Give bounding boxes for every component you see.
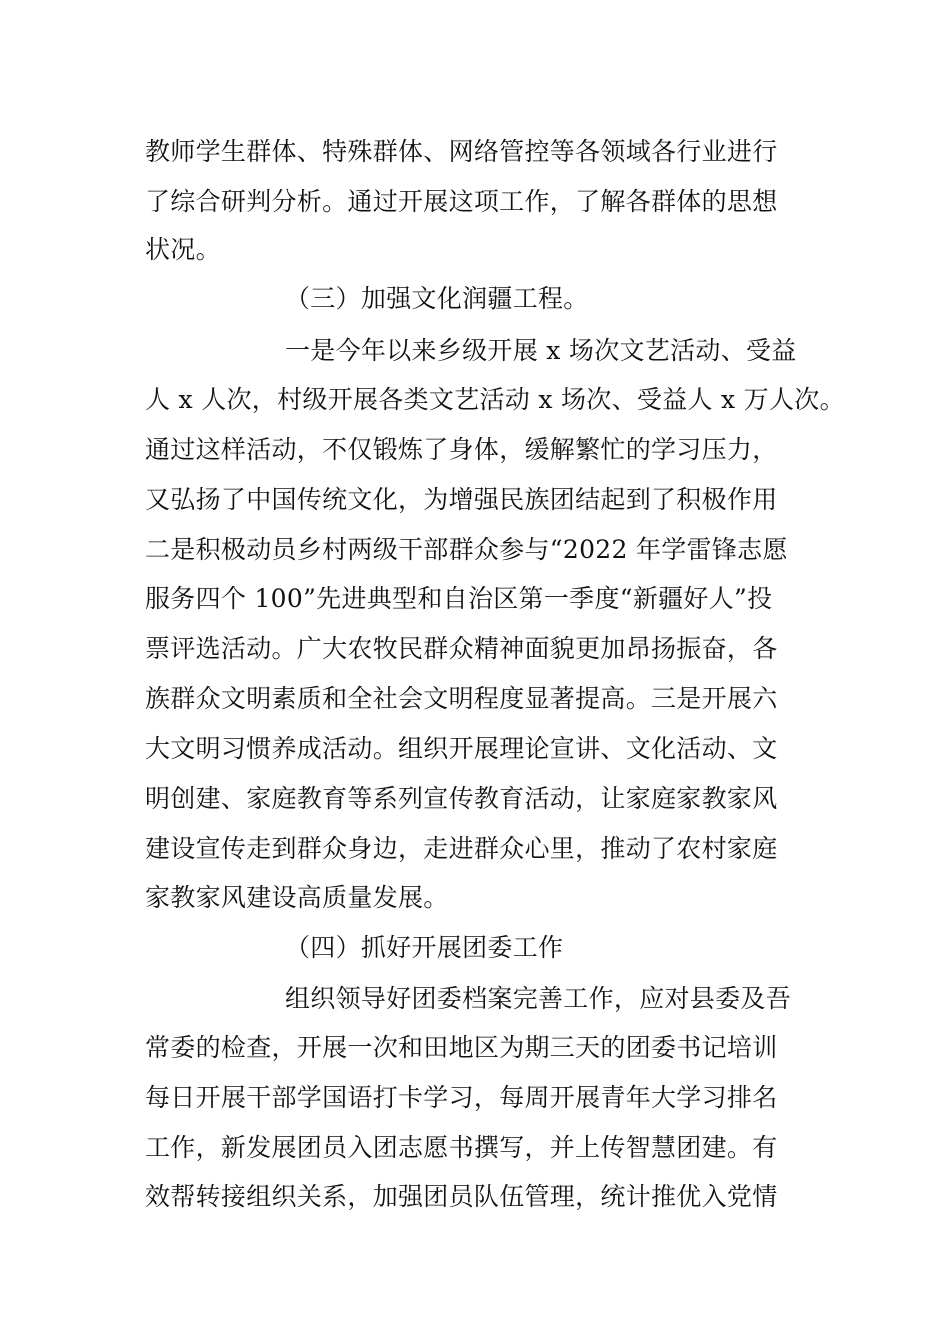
paragraph-line: 大文明习惯养成活动。组织开展理论宣讲、文化活动、文 xyxy=(145,734,778,763)
paragraph-line: 组织领导好团委档案完善工作，应对县委及吾 xyxy=(285,984,792,1013)
paragraph-line: 族群众文明素质和全社会文明程度显著提高。三是开展六 xyxy=(145,684,778,713)
paragraph-line: 明创建、家庭教育等系列宣传教育活动，让家庭家教家风 xyxy=(145,784,778,813)
section-heading-3: （三）加强文化润疆工程。 xyxy=(285,284,589,313)
paragraph-line: 二是积极动员乡村两级干部群众参与“2022 年学雷锋志愿 xyxy=(145,535,788,564)
paragraph-line: 建设宣传走到群众身边，走进群众心里，推动了农村家庭 xyxy=(145,834,778,863)
paragraph-line: 了综合研判分析。通过开展这项工作，了解各群体的思想 xyxy=(145,187,778,216)
paragraph-line: 教师学生群体、特殊群体、网络管控等各领域各行业进行 xyxy=(145,137,778,166)
paragraph-line: 服务四个 100”先进典型和自治区第一季度“新疆好人”投 xyxy=(145,584,773,613)
paragraph-line: 每日开展干部学国语打卡学习，每周开展青年大学习排名 xyxy=(145,1083,778,1112)
paragraph-line: 又弘扬了中国传统文化，为增强民族团结起到了积极作用 xyxy=(145,485,778,514)
paragraph-line: 工作，新发展团员入团志愿书撰写，并上传智慧团建。有 xyxy=(145,1133,778,1162)
paragraph-line: 效帮转接组织关系，加强团员队伍管理，统计推优入党情 xyxy=(145,1182,778,1211)
paragraph-line: 票评选活动。广大农牧民群众精神面貌更加昂扬振奋，各 xyxy=(145,634,778,663)
paragraph-line: 通过这样活动，不仅锻炼了身体，缓解繁忙的学习压力， xyxy=(145,435,778,464)
paragraph-line: 人 x 人次，村级开展各类文艺活动 x 场次、受益人 x 万人次。 xyxy=(145,385,845,414)
paragraph-line: 状况。 xyxy=(145,235,221,264)
paragraph-line: 家教家风建设高质量发展。 xyxy=(145,883,449,912)
paragraph-line: 一是今年以来乡级开展 x 场次文艺活动、受益 xyxy=(285,336,797,365)
paragraph-line: 常委的检查，开展一次和田地区为期三天的团委书记培训 xyxy=(145,1033,778,1062)
section-heading-4: （四）抓好开展团委工作 xyxy=(285,933,564,962)
